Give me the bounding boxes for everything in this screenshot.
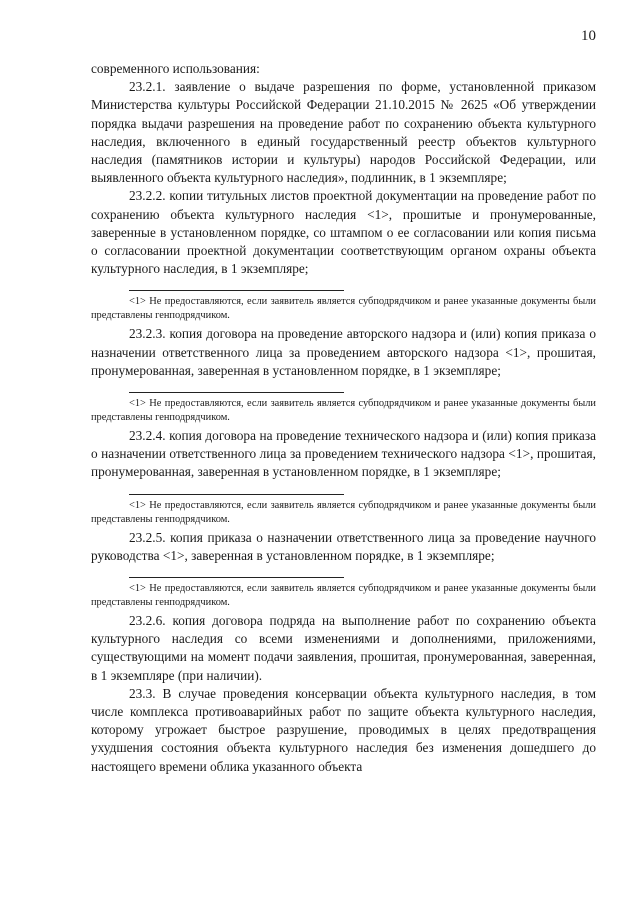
footnote-2: <1> Не предоставляются, если заявитель является субподрядчиком и ранее указанные документы были представлены генподрядчиком. — [91, 398, 596, 424]
footnote-separator — [129, 494, 344, 495]
footnote-3: <1> Не предоставляются, если заявитель является субподрядчиком и ранее указанные документы были представлены генподрядчиком. — [91, 499, 596, 525]
paragraph-23-2-2: 23.2.2. копии титульных листов проектной документации на проведение работ по сохранению объекта культурного наследия <1>, прошитые и пронумерованные, заверенные в установленном порядке, со штампом о ее согласовании или копия письма о согласовании проектной документации соответствующим органом охраны объекта культурного наследия, в 1 экземпляре; — [91, 188, 596, 277]
paragraph-continuation: современного использования: — [91, 61, 260, 76]
paragraph-23-3: 23.3. В случае проведения консервации объекта культурного наследия, в том числе комплекса противоаварийных работ по защите объекта культурного наследия, которому угрожает быстрое разрушение, проводимых в целях предотвращения ухудшения состояния объекта культурного наследия без изменения дошедшего до настоящего времени облика указанного объекта — [91, 685, 596, 774]
paragraph-23-2-4: 23.2.4. копия договора на проведение технического надзора и (или) копия приказа о назначении ответственного лица за проведением технического надзора <1>, прошитая, пронумерованная, заверенная в установленном порядке, в 1 экземпляре; — [91, 428, 596, 480]
footnote-4: <1> Не предоставляются, если заявитель является субподрядчиком и ранее указанные документы были представлены генподрядчиком. — [91, 583, 596, 609]
paragraph-23-2-3: 23.2.3. копия договора на проведение авторского надзора и (или) копия приказа о назначении ответственного лица за проведением авторского надзора <1>, прошитая, пронумерованная, заверенная в установленном порядке, в 1 экземпляре; — [91, 326, 596, 378]
paragraph-23-2-6: 23.2.6. копия договора подряда на выполнение работ по сохранению объекта культурного наследия со всеми изменениями и дополнениями, приложениями, существующими на момент подачи заявления, прошитая, пронумерованная, заверенная, в 1 экземпляре (при наличии). — [91, 613, 596, 683]
footnote-separator — [129, 290, 344, 291]
page-number: 10 — [581, 28, 596, 44]
footnote-separator — [129, 392, 344, 393]
footnote-1: <1> Не предоставляются, если заявитель является субподрядчиком и ранее указанные документы были представлены генподрядчиком. — [91, 296, 596, 322]
document-body — [91, 60, 596, 776]
paragraph-23-2-5: 23.2.5. копия приказа о назначении ответственного лица за проведение научного руководства <1>, заверенная в установленном порядке, в 1 экземпляре; — [91, 529, 596, 563]
paragraph-23-2-1: 23.2.1. заявление о выдаче разрешения по форме, установленной приказом Министерства культуры Российской Федерации 21.10.2015 № 2625 «Об утверждении порядка выдачи разрешения на проведение работ по сохранению объекта культурного наследия, включенного в единый государственный реестр объектов культурного наследия (памятников истории и культуры) народов Российской Федерации, или выявленного объекта культурного наследия», подлинник, в 1 экземпляре; — [91, 79, 596, 186]
footnote-separator — [129, 577, 344, 578]
